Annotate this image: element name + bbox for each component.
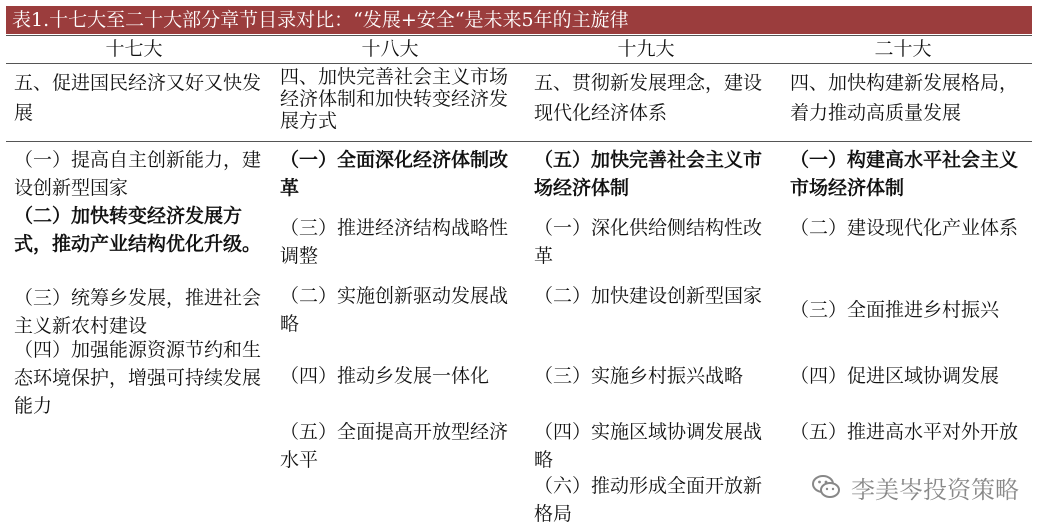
list-item-20-4: （四）促进区域协调发展 xyxy=(790,365,1000,387)
header-divider-bottom xyxy=(6,63,1032,64)
table-title: 表1.十七大至二十大部分章节目录对比：“发展+安全“是未来5年的主旋律 xyxy=(6,6,1032,34)
section-title-17: 五、促进国民经济又好又快发展 xyxy=(14,72,262,124)
list-item-18-5: （五）全面提高开放型经济水平 xyxy=(280,421,509,471)
list-item-18-4: （四）推动乡发展一体化 xyxy=(280,365,490,387)
list-item-17-4: （四）加强能源资源节约和生态环境保护，增强可持续发展能力 xyxy=(14,339,262,417)
list-item-20-5: （五）推进高水平对外开放 xyxy=(790,421,1019,443)
column-header-20: 二十大 xyxy=(874,38,932,60)
list-item-19-4: （三）实施乡村振兴战略 xyxy=(534,365,744,387)
list-item-18-1: （一）全面深化经济体制改革 xyxy=(280,149,509,199)
list-item-20-1: （一）构建高水平社会主义市场经济体制 xyxy=(790,149,1019,199)
column-header-18: 十八大 xyxy=(361,38,419,60)
list-item-18-3: （二）实施创新驱动发展战略 xyxy=(280,285,509,335)
section-title-19: 五、贯彻新发展理念，建设现代化经济体系 xyxy=(534,72,763,124)
list-item-19-6: （六）推动形成全面开放新格局 xyxy=(534,475,763,525)
list-item-20-3: （三）全面推进乡村振兴 xyxy=(790,299,1000,321)
wechat-icon xyxy=(811,472,841,502)
column-header-17: 十七大 xyxy=(105,38,163,60)
section-title-20: 四、加快构建新发展格局，着力推动高质量发展 xyxy=(790,72,1019,124)
watermark-text: 李美岑投资策略 xyxy=(851,475,1019,504)
section-divider xyxy=(6,141,1032,142)
list-item-19-3: （二）加快建设创新型国家 xyxy=(534,285,763,307)
watermark xyxy=(811,470,1019,504)
list-item-17-1: （一）提高自主创新能力，建设创新型国家 xyxy=(14,149,262,199)
list-item-17-2: （二）加快转变经济发展方式，推动产业结构优化升级。 xyxy=(14,205,262,255)
list-item-19-2: （一）深化供给侧结构性改革 xyxy=(534,217,763,267)
list-item-18-2: （三）推进经济结构战略性调整 xyxy=(280,217,509,267)
section-title-18: 四、加快完善社会主义市场经济体制和加快转变经济发展方式 xyxy=(280,66,509,132)
list-item-19-5: （四）实施区域协调发展战略 xyxy=(534,421,763,471)
list-item-19-1: （五）加快完善社会主义市场经济体制 xyxy=(534,149,763,199)
column-header-19: 十九大 xyxy=(617,38,675,60)
list-item-20-2: （二）建设现代化产业体系 xyxy=(790,217,1019,239)
list-item-17-3: （三）统筹乡发展，推进社会主义新农村建设 xyxy=(14,287,262,337)
